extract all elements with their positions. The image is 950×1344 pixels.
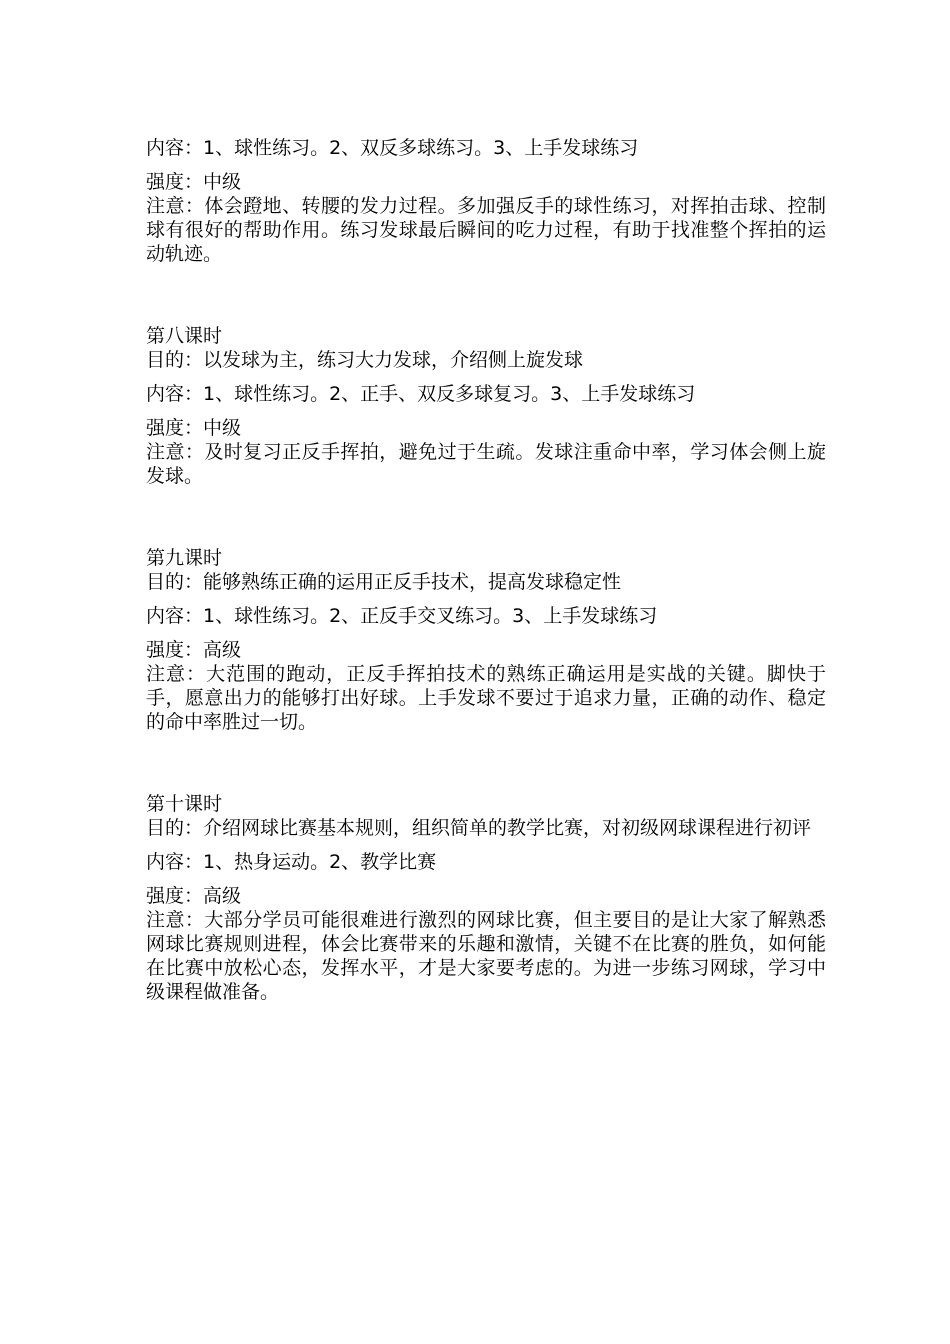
lesson-8-intensity: 强度：中级 <box>146 417 242 439</box>
lesson-9-purpose: 目的：能够熟练正确的运用正反手技术，提高发球稳定性 <box>146 571 622 593</box>
lesson-9-section <box>146 546 826 734</box>
lesson-10-intensity: 强度：高级 <box>146 885 242 907</box>
lesson-9-title: 第九课时 <box>146 547 223 569</box>
lesson-8-section <box>146 324 826 488</box>
lesson-7-notice: 注意：体会蹬地、转腰的发力过程。多加强反手的球性练习，对挥拍击球、控制球有很好的帮助作用。练习发球最后瞬间的吃力过程，有助于找准整个挥拍的运动轨迹。 <box>146 195 826 265</box>
lesson-8-purpose: 目的：以发球为主，练习大力发球，介绍侧上旋发球 <box>146 349 584 371</box>
document-body <box>146 136 826 1004</box>
lesson-7-content: 内容：1、球性练习。2、双反多球练习。3、上手发球练习 <box>146 137 639 159</box>
lesson-9-notice: 注意：大范围的跑动，正反手挥拍技术的熟练正确运用是实战的关键。脚快于手，愿意出力的能够打出好球。上手发球不要过于追求力量，正确的动作、稳定的命中率胜过一切。 <box>146 663 826 733</box>
lesson-10-section <box>146 792 826 1004</box>
lesson-7-intensity: 强度：中级 <box>146 171 242 193</box>
lesson-10-content: 内容：1、热身运动。2、教学比赛 <box>146 851 437 873</box>
lesson-10-title: 第十课时 <box>146 793 223 815</box>
lesson-9-content: 内容：1、球性练习。2、正反手交叉练习。3、上手发球练习 <box>146 605 658 627</box>
lesson-8-content: 内容：1、球性练习。2、正手、双反多球复习。3、上手发球练习 <box>146 383 696 405</box>
lesson-10-purpose: 目的：介绍网球比赛基本规则，组织简单的教学比赛，对初级网球课程进行初评 <box>146 817 812 839</box>
lesson-9-intensity: 强度：高级 <box>146 639 242 661</box>
lesson-8-title: 第八课时 <box>146 325 223 347</box>
lesson-10-notice: 注意：大部分学员可能很难进行激烈的网球比赛，但主要目的是让大家了解熟悉网球比赛规则进程，体会比赛带来的乐趣和激情，关键不在比赛的胜负，如何能在比赛中放松心态，发挥水平，才是大家要考虑的。为进一步练习网球，学习中级课程做准备。 <box>146 909 826 1003</box>
lesson-8-notice: 注意：及时复习正反手挥拍，避免过于生疏。发球注重命中率，学习体会侧上旋发球。 <box>146 441 826 487</box>
lesson-7-section <box>146 136 826 266</box>
